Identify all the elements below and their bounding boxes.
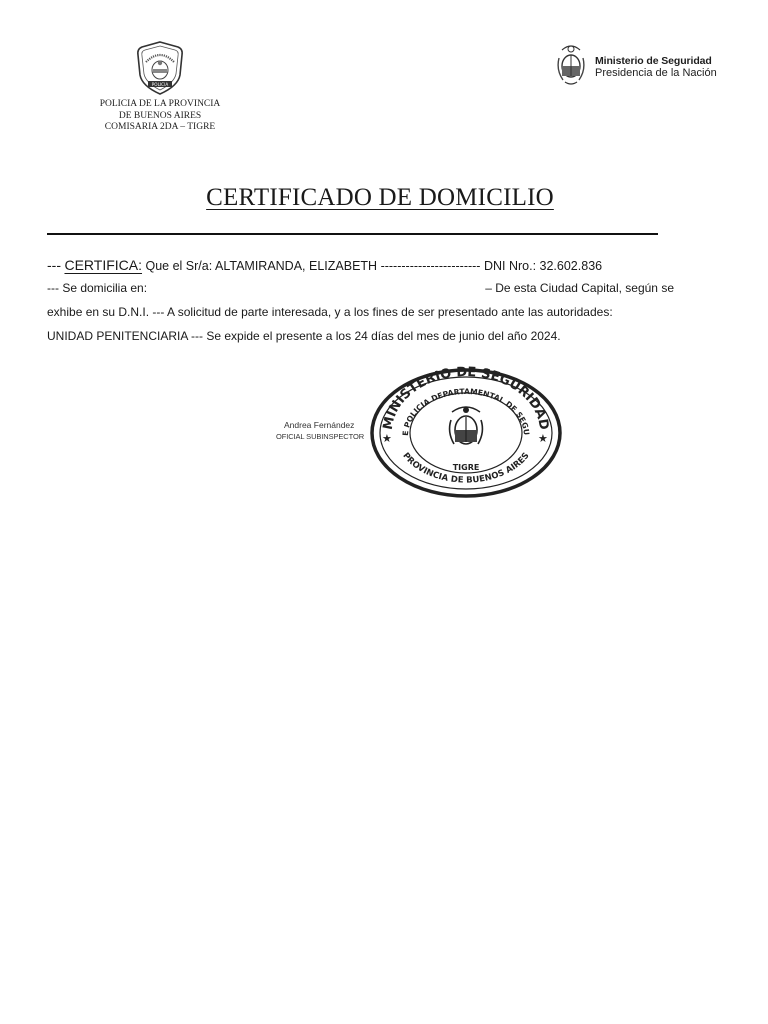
body-line-4: UNIDAD PENITENCIARIA --- Se expide el presente a los 24 días del mes de junio del año 2024. (47, 329, 561, 343)
dni-number: 32.602.836 (539, 259, 603, 273)
signature-block (276, 420, 365, 442)
que-label: Que el Sr/a: (145, 259, 213, 273)
domicile-city-text: – De esta Ciudad Capital, según se (485, 281, 674, 295)
lead-dashes: --- (47, 257, 61, 273)
signer-name: Andrea Fernández (284, 420, 355, 430)
police-logo-text: POLICIA (151, 82, 169, 87)
certifica-label: CERTIFICA: (64, 257, 143, 273)
title-divider (47, 233, 658, 235)
official-stamp (368, 366, 564, 500)
police-heading-line2: DE BUENOS AIRES (118, 110, 202, 121)
stamp-star-right-icon: ★ (538, 432, 548, 445)
stamp-bottom-text: PROVINCIA DE BUENOS AIRES (400, 450, 532, 486)
domicile-line (47, 281, 674, 295)
ministry-subtitle: Presidencia de la Nación (595, 67, 717, 79)
dni-label: DNI Nro.: (483, 259, 537, 273)
signer-rank: OFICIAL SUBINSPECTOR (276, 432, 365, 441)
domicile-label: --- Se domicilia en: (47, 281, 148, 295)
police-heading-line1: POLICIA DE LA PROVINCIA (99, 99, 221, 109)
ministry-name: Ministerio de Seguridad (595, 55, 712, 67)
body-line-3: exhibe en su D.N.I. --- A solicitud de parte interesada, y a los fines de ser presentado ante las autoridades: (47, 305, 613, 319)
police-heading-line3: COMISARIA 2DA – TIGRE (104, 122, 216, 132)
police-shield-logo (134, 40, 186, 96)
police-heading (80, 99, 240, 134)
stamp-inner-text: E POLICIA DEPARTAMENTAL DE SEGU (400, 386, 532, 437)
certifica-line (47, 257, 602, 273)
person-name: ALTAMIRANDA, ELIZABETH (215, 259, 378, 273)
document-title: CERTIFICADO DE DOMICILIO (206, 184, 554, 211)
ministry-heading (595, 55, 717, 80)
stamp-top-text: MINISTERIO DE SEGURIDAD (380, 366, 552, 431)
stamp-city: TIGRE (452, 463, 480, 472)
national-coat-of-arms-icon (556, 42, 586, 88)
stamp-coat-of-arms-icon (450, 407, 483, 444)
stamp-star-left-icon: ★ (382, 432, 392, 445)
separator-dashes: ------------------------ (380, 259, 481, 273)
